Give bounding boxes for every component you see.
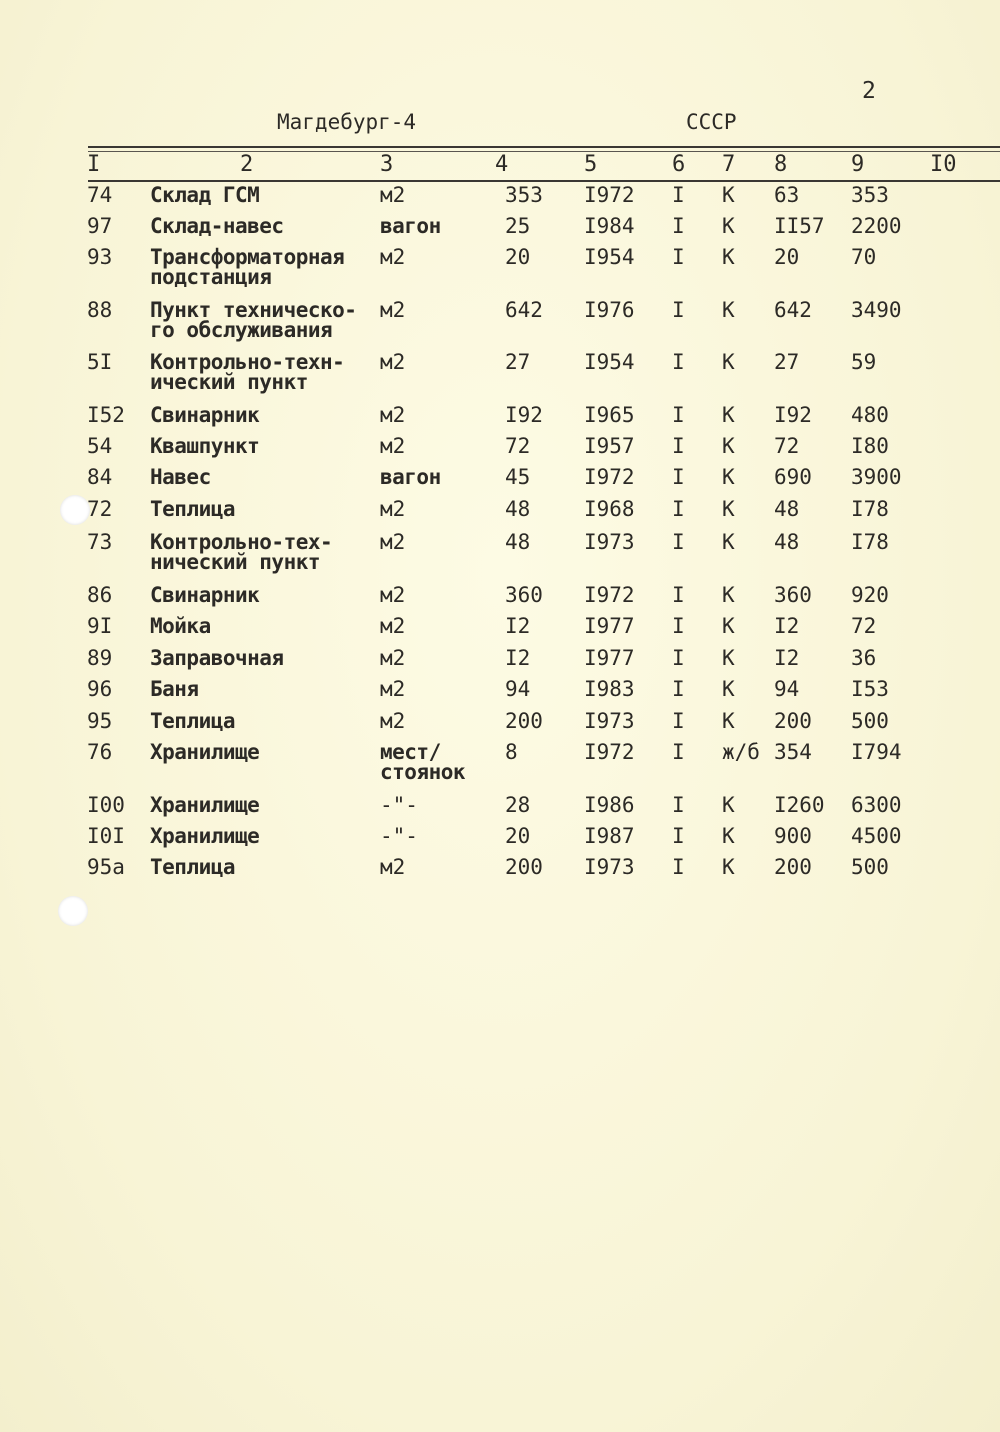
- cell-year: I954: [584, 350, 635, 374]
- cell-quantity: 353: [505, 183, 543, 207]
- cell-col8: 48: [774, 530, 800, 554]
- cell-col6: I: [672, 583, 685, 607]
- cell-quantity: 200: [505, 709, 543, 733]
- cell-col6: I: [672, 740, 685, 764]
- cell-col6: I: [672, 214, 685, 238]
- cell-col6: I: [672, 434, 685, 458]
- cell-number: 95а: [87, 855, 125, 879]
- cell-col7: К: [722, 855, 735, 879]
- cell-unit: м2: [380, 434, 406, 458]
- cell-unit: м2: [380, 614, 406, 638]
- table-top-rule: [88, 146, 1000, 148]
- cell-unit: вагон: [380, 214, 441, 238]
- cell-col7: К: [722, 646, 735, 670]
- cell-col8: I2: [774, 614, 800, 638]
- cell-quantity: 72: [505, 434, 531, 458]
- cell-year: I972: [584, 183, 635, 207]
- cell-unit: м2: [380, 245, 406, 269]
- cell-number: I00: [87, 793, 125, 817]
- cell-col8: II57: [774, 214, 825, 238]
- cell-number: 9I: [87, 614, 113, 638]
- cell-col6: I: [672, 245, 685, 269]
- column-number: I0: [930, 152, 957, 177]
- cell-col9: 59: [851, 350, 877, 374]
- cell-number: I52: [87, 403, 125, 427]
- cell-col9: 500: [851, 855, 889, 879]
- cell-number: 96: [87, 677, 113, 701]
- cell-object-name: Пункт техническо- го обслуживания: [150, 298, 357, 342]
- cell-col7: К: [722, 245, 735, 269]
- cell-quantity: 48: [505, 497, 531, 521]
- cell-year: I984: [584, 214, 635, 238]
- cell-col9: 4500: [851, 824, 902, 848]
- cell-col9: 70: [851, 245, 877, 269]
- column-number: 5: [584, 152, 598, 177]
- cell-col7: К: [722, 793, 735, 817]
- cell-number: 73: [87, 530, 113, 554]
- cell-col8: I92: [774, 403, 812, 427]
- cell-object-name: Склад-навес: [150, 214, 284, 238]
- cell-object-name: Хранилище: [150, 824, 260, 848]
- cell-number: 97: [87, 214, 113, 238]
- cell-col9: 500: [851, 709, 889, 733]
- cell-col7: К: [722, 497, 735, 521]
- cell-unit: мест/ стоянок: [380, 740, 466, 784]
- cell-unit: м2: [380, 855, 406, 879]
- cell-col9: 920: [851, 583, 889, 607]
- cell-col7: К: [722, 677, 735, 701]
- column-number-row: [0, 152, 1000, 180]
- cell-col8: I260: [774, 793, 825, 817]
- cell-year: I973: [584, 709, 635, 733]
- cell-object-name: Свинарник: [150, 583, 260, 607]
- cell-col7: К: [722, 530, 735, 554]
- cell-col9: 6300: [851, 793, 902, 817]
- cell-col8: 900: [774, 824, 812, 848]
- cell-col8: 690: [774, 465, 812, 489]
- cell-col6: I: [672, 646, 685, 670]
- cell-col9: 480: [851, 403, 889, 427]
- cell-quantity: I92: [505, 403, 543, 427]
- cell-col6: I: [672, 709, 685, 733]
- column-number: 9: [851, 152, 865, 177]
- cell-year: I968: [584, 497, 635, 521]
- column-number: 7: [722, 152, 736, 177]
- cell-col9: 72: [851, 614, 877, 638]
- cell-quantity: 28: [505, 793, 531, 817]
- cell-col8: 20: [774, 245, 800, 269]
- cell-number: 74: [87, 183, 113, 207]
- cell-col8: 94: [774, 677, 800, 701]
- cell-col8: 27: [774, 350, 800, 374]
- cell-col7: К: [722, 465, 735, 489]
- cell-number: 88: [87, 298, 113, 322]
- cell-col6: I: [672, 530, 685, 554]
- cell-quantity: 45: [505, 465, 531, 489]
- cell-col8: I2: [774, 646, 800, 670]
- cell-object-name: Мойка: [150, 614, 211, 638]
- cell-object-name: Теплица: [150, 709, 236, 733]
- cell-unit: м2: [380, 677, 406, 701]
- cell-col8: 354: [774, 740, 812, 764]
- cell-quantity: 642: [505, 298, 543, 322]
- cell-number: 84: [87, 465, 113, 489]
- cell-number: 93: [87, 245, 113, 269]
- cell-unit: м2: [380, 350, 406, 374]
- cell-col8: 642: [774, 298, 812, 322]
- cell-col7: К: [722, 403, 735, 427]
- cell-year: I987: [584, 824, 635, 848]
- cell-col6: I: [672, 183, 685, 207]
- cell-year: I972: [584, 465, 635, 489]
- cell-col6: I: [672, 350, 685, 374]
- cell-object-name: Склад ГСМ: [150, 183, 260, 207]
- cell-unit: м2: [380, 183, 406, 207]
- cell-col7: К: [722, 583, 735, 607]
- cell-unit: -"-: [380, 793, 418, 817]
- cell-col7: К: [722, 824, 735, 848]
- cell-number: I0I: [87, 824, 125, 848]
- column-number: 3: [380, 152, 394, 177]
- cell-unit: вагон: [380, 465, 441, 489]
- cell-col9: I80: [851, 434, 889, 458]
- cell-unit: -"-: [380, 824, 418, 848]
- cell-object-name: Хранилище: [150, 740, 260, 764]
- cell-col8: 360: [774, 583, 812, 607]
- cell-col7: К: [722, 298, 735, 322]
- cell-object-name: Свинарник: [150, 403, 260, 427]
- cell-unit: м2: [380, 403, 406, 427]
- cell-col7: К: [722, 183, 735, 207]
- cell-col8: 200: [774, 709, 812, 733]
- cell-quantity: 360: [505, 583, 543, 607]
- cell-object-name: Теплица: [150, 497, 236, 521]
- cell-col6: I: [672, 403, 685, 427]
- cell-number: 5I: [87, 350, 113, 374]
- cell-col7: К: [722, 709, 735, 733]
- cell-year: I972: [584, 740, 635, 764]
- cell-number: 72: [87, 497, 113, 521]
- cell-col7: К: [722, 434, 735, 458]
- cell-col6: I: [672, 298, 685, 322]
- cell-unit: м2: [380, 709, 406, 733]
- cell-quantity: 48: [505, 530, 531, 554]
- cell-col7: К: [722, 214, 735, 238]
- cell-col6: I: [672, 614, 685, 638]
- cell-col6: I: [672, 677, 685, 701]
- cell-number: 95: [87, 709, 113, 733]
- column-number: 4: [495, 152, 509, 177]
- cell-quantity: 27: [505, 350, 531, 374]
- cell-object-name: Баня: [150, 677, 199, 701]
- cell-object-name: Трансформаторная подстанция: [150, 245, 345, 289]
- cell-unit: м2: [380, 298, 406, 322]
- column-number: 8: [774, 152, 788, 177]
- column-number: 2: [240, 152, 254, 177]
- cell-object-name: Заправочная: [150, 646, 284, 670]
- cell-year: I986: [584, 793, 635, 817]
- cell-col9: I794: [851, 740, 902, 764]
- location-title: Магдебург-4: [277, 110, 417, 134]
- cell-object-name: Квашпункт: [150, 434, 260, 458]
- cell-unit: м2: [380, 497, 406, 521]
- cell-quantity: 200: [505, 855, 543, 879]
- cell-col8: 72: [774, 434, 800, 458]
- cell-quantity: I2: [505, 646, 531, 670]
- cell-col8: 63: [774, 183, 800, 207]
- cell-col9: 3490: [851, 298, 902, 322]
- cell-unit: м2: [380, 530, 406, 554]
- cell-unit: м2: [380, 646, 406, 670]
- cell-number: 89: [87, 646, 113, 670]
- cell-number: 76: [87, 740, 113, 764]
- cell-object-name: Контрольно-тех- нический пункт: [150, 530, 333, 574]
- cell-year: I977: [584, 646, 635, 670]
- cell-col6: I: [672, 497, 685, 521]
- cell-quantity: 20: [505, 245, 531, 269]
- cell-col9: 36: [851, 646, 877, 670]
- cell-year: I957: [584, 434, 635, 458]
- column-number: 6: [672, 152, 686, 177]
- cell-unit: м2: [380, 583, 406, 607]
- cell-col9: 353: [851, 183, 889, 207]
- table-header-rule: [88, 180, 1000, 182]
- cell-quantity: 8: [505, 740, 518, 764]
- country-title: СССР: [686, 110, 737, 134]
- cell-number: 86: [87, 583, 113, 607]
- cell-year: I973: [584, 855, 635, 879]
- cell-quantity: 20: [505, 824, 531, 848]
- cell-col9: 3900: [851, 465, 902, 489]
- cell-col6: I: [672, 855, 685, 879]
- cell-col6: I: [672, 824, 685, 848]
- cell-col9: 2200: [851, 214, 902, 238]
- cell-col7: К: [722, 350, 735, 374]
- cell-year: I972: [584, 583, 635, 607]
- cell-col7: ж/б: [722, 740, 760, 764]
- column-number: I: [87, 152, 101, 177]
- cell-year: I965: [584, 403, 635, 427]
- cell-year: I954: [584, 245, 635, 269]
- cell-col9: I53: [851, 677, 889, 701]
- cell-year: I976: [584, 298, 635, 322]
- punch-hole: [58, 896, 88, 926]
- cell-object-name: Контрольно-техн- ический пункт: [150, 350, 345, 394]
- cell-col6: I: [672, 793, 685, 817]
- cell-quantity: 25: [505, 214, 531, 238]
- cell-number: 54: [87, 434, 113, 458]
- punch-hole: [60, 495, 90, 525]
- cell-quantity: I2: [505, 614, 531, 638]
- cell-year: I977: [584, 614, 635, 638]
- cell-object-name: Хранилище: [150, 793, 260, 817]
- cell-year: I973: [584, 530, 635, 554]
- page-number: 2: [862, 78, 876, 104]
- cell-year: I983: [584, 677, 635, 701]
- cell-col6: I: [672, 465, 685, 489]
- cell-col8: 200: [774, 855, 812, 879]
- cell-object-name: Теплица: [150, 855, 236, 879]
- cell-object-name: Навес: [150, 465, 211, 489]
- cell-col9: I78: [851, 497, 889, 521]
- cell-col9: I78: [851, 530, 889, 554]
- cell-col7: К: [722, 614, 735, 638]
- cell-quantity: 94: [505, 677, 531, 701]
- cell-col8: 48: [774, 497, 800, 521]
